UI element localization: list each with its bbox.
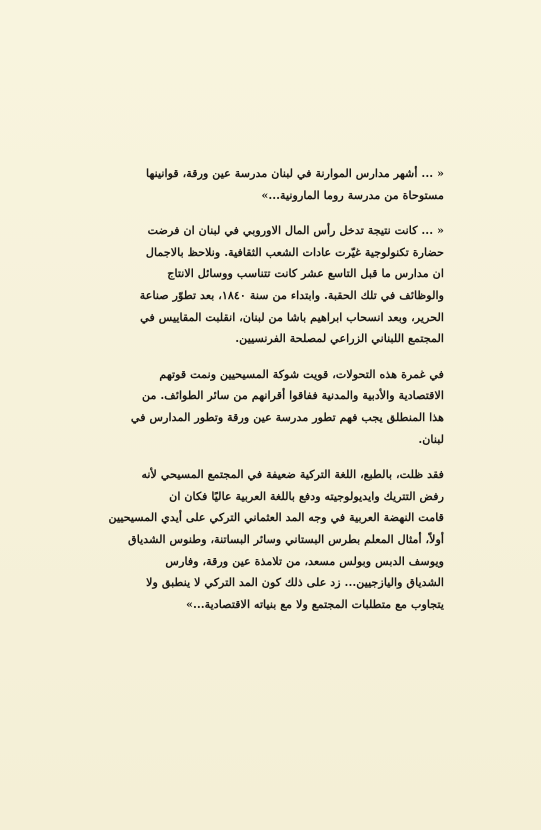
body-paragraph-4 <box>92 464 444 615</box>
text-line: رفض التتريك وايديولوجيته ودفع باللغة العربية عاليًا فكان ان <box>169 488 444 503</box>
body-paragraph-3 <box>92 364 444 450</box>
text-line: ان مدارس ما قبل التاسع عشر كانت تتناسب ووسائل الانتاج <box>167 266 444 281</box>
text-line: المجتمع اللبناني الزراعي لمصلحة الفرنسيين. <box>235 331 444 346</box>
text-line: مستوحاة من مدرسة روما المارونية...» <box>261 187 444 202</box>
text-line: ويوسف الدبس وبولس مسعد، من تلامذة عين ورقة، وفارس <box>165 553 444 568</box>
text-line: الشدياق واليازجيين... زد على ذلك كون المد التركي لا ينطبق ولا <box>146 575 444 590</box>
text-line: أولاً، أمثال المعلم بطرس البستاني وسائر البساتنة، وطنوس الشدياق <box>128 531 444 546</box>
text-line: الاقتصادية والأدبية والمدنية ففاقوا أقرانهم من سائر الطوائف. من <box>141 388 444 403</box>
text-line: « ... كانت نتيجة تدخل رأس المال الاوروبي في لبنان ان فرضت <box>147 223 444 238</box>
text-line: « ... أشهر مدارس الموارنة في لبنان مدرسة عين ورقة، قوانينها <box>146 166 444 180</box>
quote-paragraph-1 <box>92 163 444 206</box>
text-line: هذا المنطلق يجب فهم تطور مدرسة عين ورقة وتطور المدارس في <box>130 409 444 424</box>
text-line: يتجاوب مع متطلبات المجتمع ولا مع بنياته الاقتصادية...» <box>185 596 444 611</box>
text-line: لبنان. <box>418 431 444 446</box>
page-body-text <box>92 163 444 629</box>
text-line: والوظائف في تلك الحقبة. وابتداء من سنة ١٨٤٠، بعد تطوّر صناعة <box>139 287 444 302</box>
text-line: حضارة تكنولوجية غيّرت عادات الشعب الثقافية. ونلاحظ بالاجمال <box>145 244 444 259</box>
text-line: الحرير، وبعد انسحاب ابراهيم باشا من لبنان، انقلبت المقاييس في <box>140 309 444 324</box>
text-line: في غمرة هذه التحولات، قويت شوكة المسيحيين ونمت قوتهم <box>159 366 444 381</box>
text-line: قامت النهضة العربية في وجه المد العثماني التركي على أيدي المسيحيين <box>108 510 444 525</box>
quote-paragraph-2 <box>92 220 444 350</box>
text-line: فقد ظلت، بالطبع، اللغة التركية ضعيفة في المجتمع المسيحي لأنه <box>141 467 444 482</box>
